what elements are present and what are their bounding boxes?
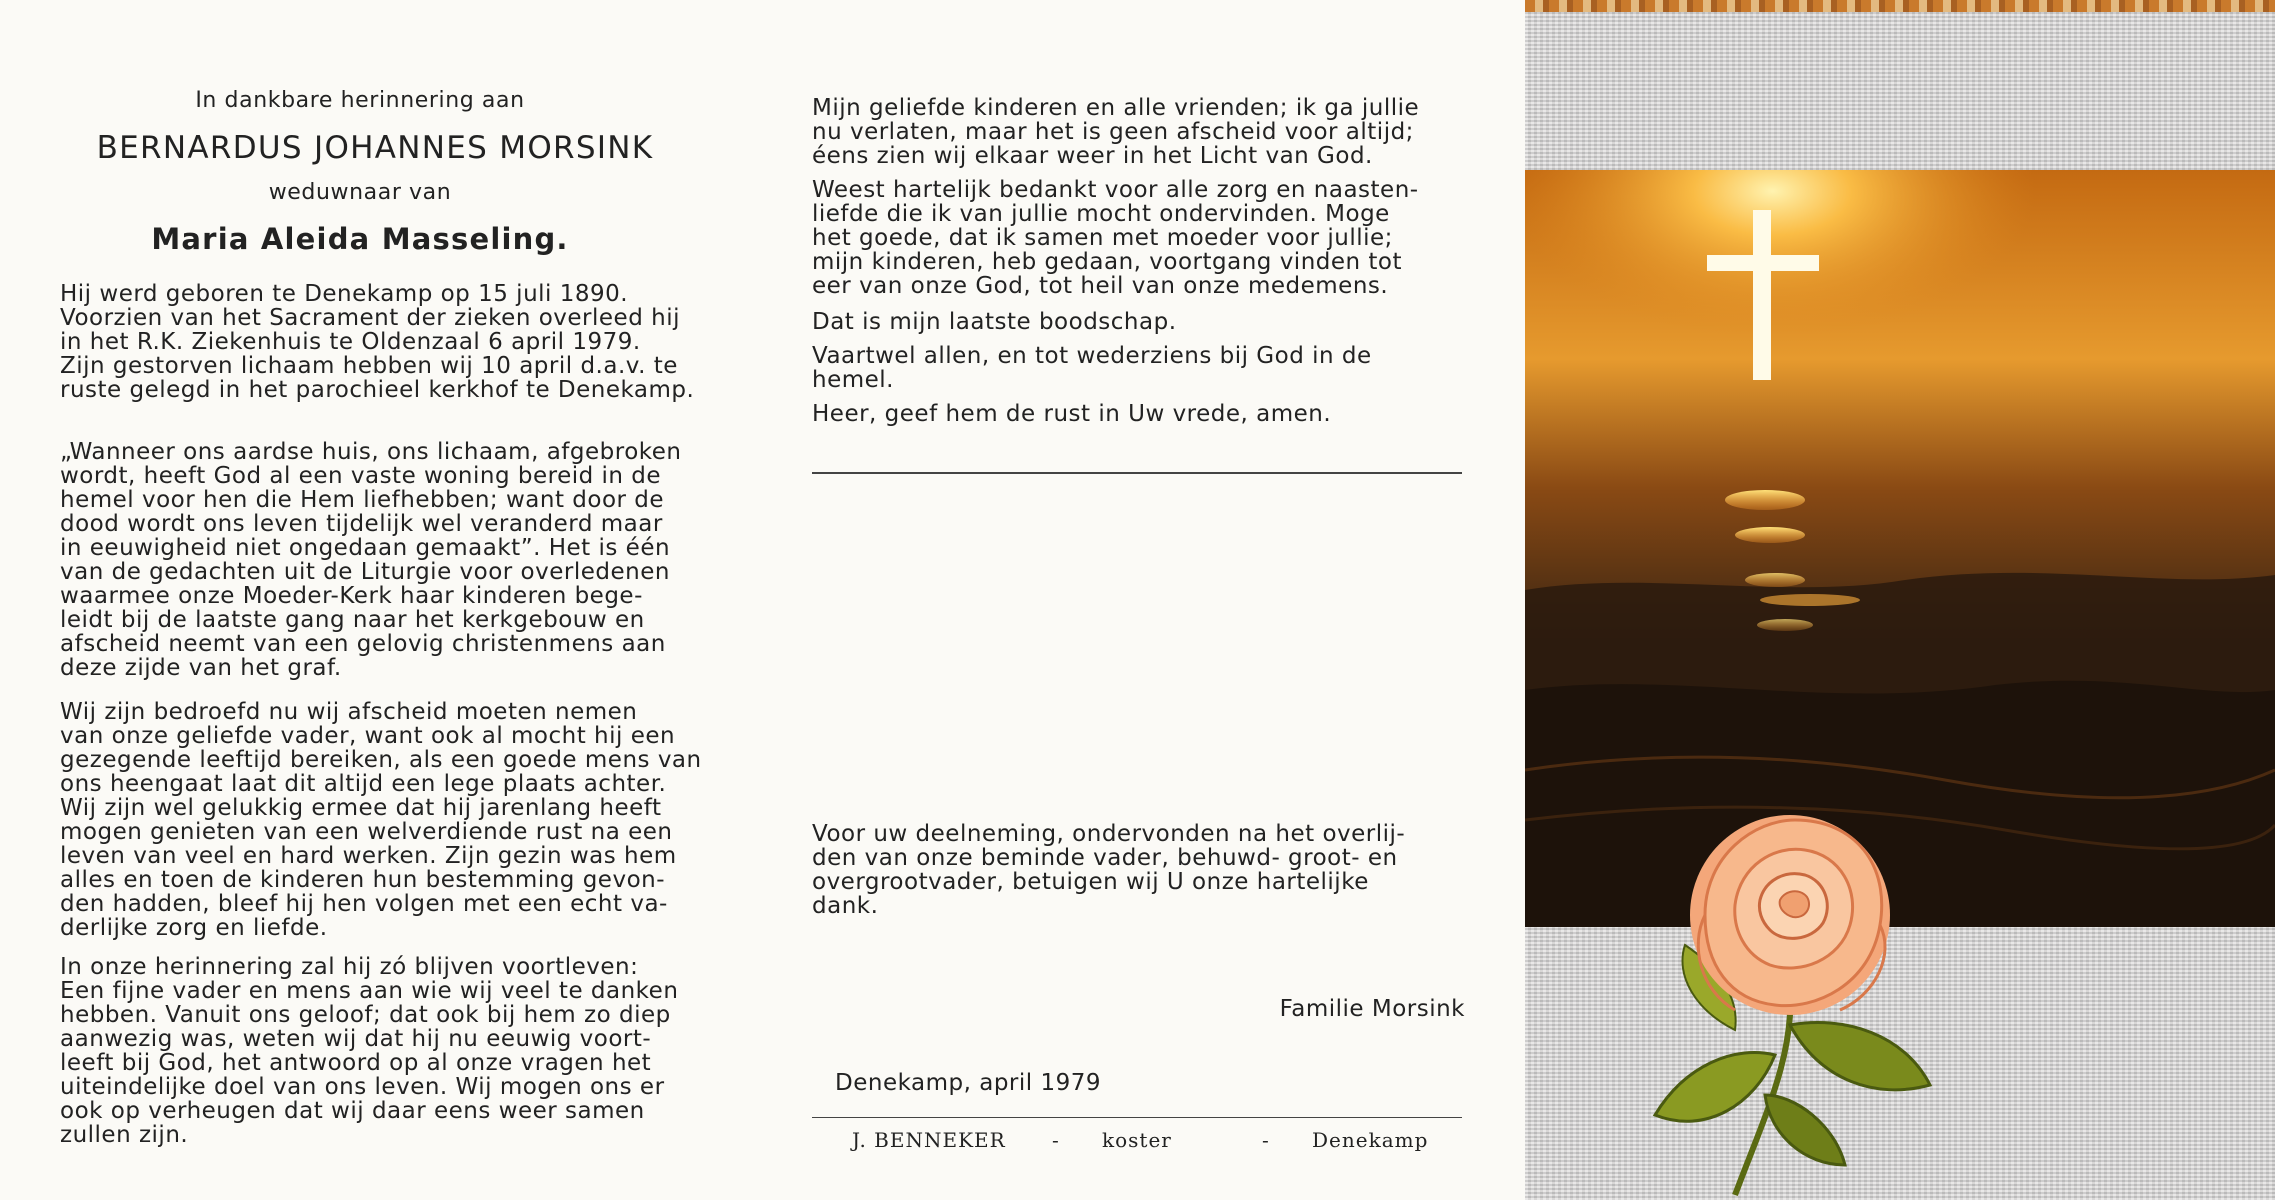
text-line: leidt bij de laatste gang naar het kerkgebouw en xyxy=(60,607,645,633)
text-line: Hij werd geboren te Denekamp op 15 juli 1890. xyxy=(60,281,629,307)
text-line: liefde die ik van jullie mocht ondervinden. Moge xyxy=(812,201,1390,227)
prayer-line xyxy=(812,402,1462,426)
text-line: in het R.K. Ziekenhuis te Oldenzaal 6 april 1979. xyxy=(60,329,641,355)
intro-line: In dankbare herinnering aan xyxy=(195,88,525,113)
text-line: leeft bij God, het antwoord op al onze vragen het xyxy=(60,1050,652,1076)
separator-dash: - xyxy=(1052,1128,1060,1152)
divider-line xyxy=(812,472,1462,474)
text-line: het goede, dat ik samen met moeder voor jullie; xyxy=(812,225,1393,251)
text-line: ruste gelegd in het parochieel kerkhof te Denekamp. xyxy=(60,377,695,403)
text-line: ons heengaat laat dit altijd een lege plaats achter. xyxy=(60,771,667,797)
text-line: wordt, heeft God al een vaste woning bereid in de xyxy=(60,463,662,489)
decorative-strip xyxy=(1525,0,2275,12)
last-message-line xyxy=(812,310,1462,334)
text-line: afscheid neemt van een gelovig christenmens aan xyxy=(60,631,666,657)
text-line: Wij zijn bedroefd nu wij afscheid moeten nemen xyxy=(60,699,638,725)
text-line: van onze geliefde vader, want ook al mocht hij een xyxy=(60,723,676,749)
text-line: hemel voor hen die Hem liefhebben; want door de xyxy=(60,487,665,513)
text-line: in eeuwigheid niet ongedaan gemaakt”. Het is één xyxy=(60,535,671,561)
text-line: overgrootvader, betuigen wij U onze hartelijke xyxy=(812,869,1369,895)
memory-paragraph xyxy=(60,955,710,1147)
text-line: aanwezig was, weten wij dat hij nu eeuwig voort- xyxy=(60,1026,652,1052)
text-line: alles en toen de kinderen hun bestemming gevon- xyxy=(60,867,666,893)
text-line: Voor uw deelneming, ondervonden na het overlij- xyxy=(812,821,1406,847)
left-page xyxy=(0,0,760,1200)
text-line: ook op verheugen dat wij daar eens weer samen xyxy=(60,1098,645,1124)
spouse-name: Maria Aleida Masseling. xyxy=(151,222,569,256)
text-line: deze zijde van het graf. xyxy=(60,655,342,681)
text-line: „Wanneer ons aardse huis, ons lichaam, afgebroken xyxy=(60,439,682,465)
text-line: In onze herinnering zal hij zó blijven voortleven: xyxy=(60,954,639,980)
text-line: Wij zijn wel gelukkig ermee dat hij jarenlang heeft xyxy=(60,795,662,821)
farewell-paragraph xyxy=(812,96,1462,168)
text-line: hemel. xyxy=(812,367,894,393)
printer-role: koster xyxy=(1102,1128,1172,1152)
biography-paragraph xyxy=(60,282,710,402)
picture-card xyxy=(1525,0,2275,1200)
text-line: waarmee onze Moeder-Kerk haar kinderen bege- xyxy=(60,583,643,609)
text-line: den hadden, bleef hij hen volgen met een echt va- xyxy=(60,891,668,917)
acknowledgement-paragraph xyxy=(812,822,1462,918)
family-paragraph xyxy=(60,700,710,940)
text-line: Dat is mijn laatste boodschap. xyxy=(812,309,1177,335)
text-line: Mijn geliefde kinderen en alle vrienden; ik ga jullie xyxy=(812,95,1420,121)
text-line: zullen zijn. xyxy=(60,1122,189,1148)
text-line: eer van onze God, tot heil van onze medemens. xyxy=(812,273,1389,299)
text-line: van de gedachten uit de Liturgie voor overledenen xyxy=(60,559,670,585)
place-date: Denekamp, april 1979 xyxy=(835,1070,1101,1096)
text-line: nu verlaten, maar het is geen afscheid voor altijd; xyxy=(812,119,1414,145)
liturgy-quote-paragraph xyxy=(60,440,710,680)
text-line: den van onze beminde vader, behuwd- groot- en xyxy=(812,845,1398,871)
widower-line: weduwnaar van xyxy=(268,180,452,205)
text-line: dank. xyxy=(812,893,879,919)
text-line: leven van veel en hard werken. Zijn gezin was hem xyxy=(60,843,677,869)
text-line: dood wordt ons leven tijdelijk wel veranderd maar xyxy=(60,511,663,537)
text-line: Vaartwel allen, en tot wederziens bij God in de xyxy=(812,343,1372,369)
thanks-paragraph xyxy=(812,178,1462,298)
family-signoff: Familie Morsink xyxy=(1279,996,1465,1022)
text-line: Voorzien van het Sacrament der zieken overleed hij xyxy=(60,305,680,331)
deceased-name: BERNARDUS JOHANNES MORSINK xyxy=(96,130,654,166)
text-line: derlijke zorg en liefde. xyxy=(60,915,328,941)
separator-dash: - xyxy=(1262,1128,1270,1152)
divider-line xyxy=(812,1117,1462,1118)
text-line: Heer, geef hem de rust in Uw vrede, amen. xyxy=(812,401,1332,427)
text-line: Een fijne vader en mens aan wie wij veel te danken xyxy=(60,978,679,1004)
text-line: mijn kinderen, heb gedaan, voortgang vinden tot xyxy=(812,249,1403,275)
printer-place: Denekamp xyxy=(1312,1128,1429,1152)
text-line: éens zien wij elkaar weer in het Licht van God. xyxy=(812,143,1373,169)
text-line: uiteindelijke doel van ons leven. Wij mogen ons er xyxy=(60,1074,665,1100)
middle-page xyxy=(760,0,1525,1200)
printer-name: J. BENNEKER xyxy=(852,1128,1006,1152)
text-line: gezegende leeftijd bereiken, als een goede mens van xyxy=(60,747,702,773)
rose-icon xyxy=(1615,795,1965,1200)
text-line: mogen genieten van een welverdiende rust na een xyxy=(60,819,673,845)
text-line: hebben. Vanuit ons geloof; dat ook bij hem zo diep xyxy=(60,1002,671,1028)
text-line: Weest hartelijk bedankt voor alle zorg en naasten- xyxy=(812,177,1419,203)
goodbye-paragraph xyxy=(812,344,1462,392)
text-line: Zijn gestorven lichaam hebben wij 10 april d.a.v. te xyxy=(60,353,678,379)
